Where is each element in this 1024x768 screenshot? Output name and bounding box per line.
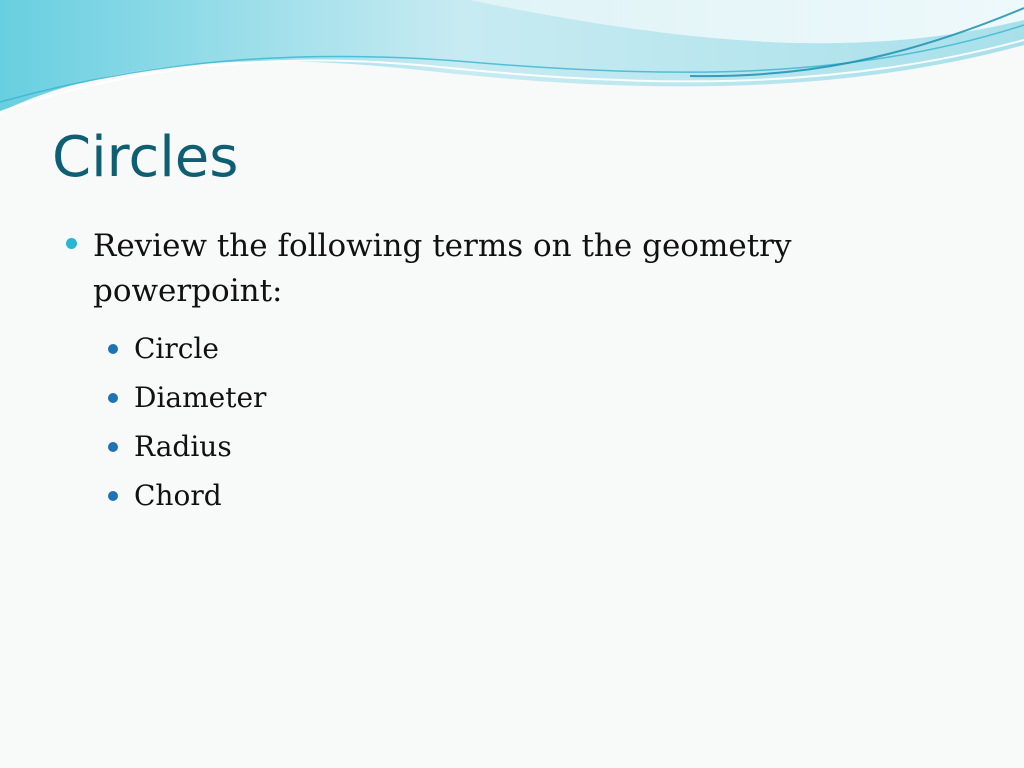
sub-bullet-list: [108, 324, 966, 520]
sub-bullet-dot-icon: [108, 442, 118, 452]
bullet-text: Review the following terms on the geometry powerpoint:: [93, 228, 792, 309]
sub-bullet-text: Chord: [134, 479, 222, 512]
slide-title: Circles: [52, 125, 239, 190]
bullet-dot-icon: [66, 238, 77, 249]
sub-bullet-text: Radius: [134, 430, 232, 463]
sub-bullet-text: Diameter: [134, 381, 267, 414]
sub-bullet-item: [108, 422, 966, 471]
bullet-item: [66, 224, 833, 314]
sub-bullet-text: Circle: [134, 332, 219, 365]
sub-bullet-dot-icon: [108, 491, 118, 501]
sub-bullet-item: [108, 471, 966, 520]
decorative-wave-header: [0, 0, 1024, 130]
sub-bullet-dot-icon: [108, 393, 118, 403]
sub-bullet-dot-icon: [108, 344, 118, 354]
sub-bullet-item: [108, 324, 966, 373]
slide-body: [66, 224, 966, 520]
sub-bullet-item: [108, 373, 966, 422]
